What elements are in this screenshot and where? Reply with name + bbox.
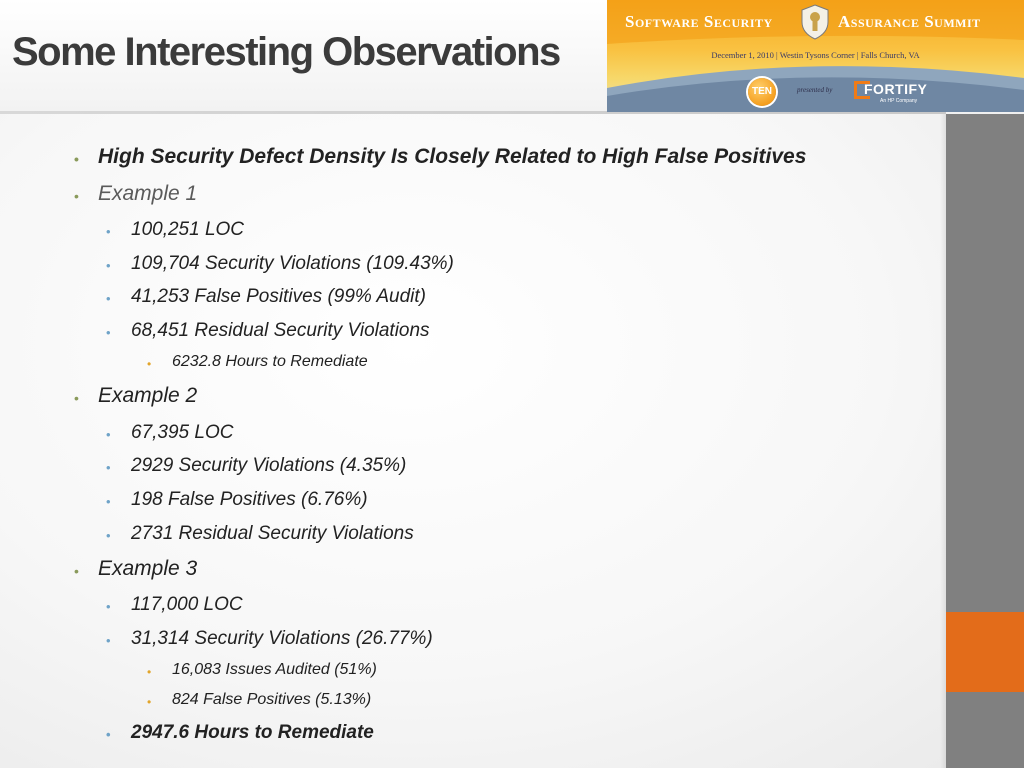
banner-title-left: Software Security — [625, 12, 773, 31]
bullet-icon: • — [74, 563, 79, 579]
bullet-icon: • — [106, 599, 111, 614]
bullet-icon: • — [147, 665, 152, 679]
bullet-icon: • — [74, 390, 79, 406]
bullet-icon: • — [106, 633, 111, 648]
list-item: • 68,451 Residual Security Violations — [131, 320, 430, 342]
banner-subtitle: December 1, 2010 | Westin Tysons Corner | Falls Church, VA — [711, 50, 920, 60]
fortify-tagline: An HP Company — [880, 98, 918, 104]
bullet-icon: • — [106, 727, 111, 742]
list-item: • 100,251 LOC — [131, 219, 244, 241]
side-orange-accent — [946, 612, 1024, 692]
list-item: • 2947.6 Hours to Remediate — [131, 722, 374, 744]
list-item: • 109,704 Security Violations (109.43%) — [131, 253, 454, 275]
list-item: • High Security Defect Density Is Closely Related to High False Positives — [98, 145, 806, 169]
list-item: • Example 1 — [98, 182, 197, 206]
list-item: • Example 2 — [98, 384, 197, 408]
list-item: • 2731 Residual Security Violations — [131, 523, 414, 545]
keyhole-icon — [800, 4, 830, 40]
bullet-icon: • — [147, 357, 152, 371]
banner-title-right: Assurance Summit — [838, 12, 981, 31]
fortify-logo — [854, 78, 934, 106]
list-item: • 67,395 LOC — [131, 422, 233, 444]
list-item: • Example 3 — [98, 557, 197, 581]
bullet-icon: • — [147, 695, 152, 709]
list-item: • 117,000 LOC — [131, 594, 243, 616]
fortify-wordmark: FORTIFY — [864, 81, 928, 97]
bullet-icon: • — [106, 528, 111, 543]
summit-banner — [607, 0, 1024, 112]
bullet-icon: • — [106, 325, 111, 340]
slide-title: Some Interesting Observations — [12, 30, 560, 74]
list-item: • 16,083 Issues Audited (51%) — [172, 661, 377, 679]
list-item: • 2929 Security Violations (4.35%) — [131, 455, 406, 477]
bullet-icon: • — [74, 151, 79, 167]
bullet-icon: • — [106, 460, 111, 475]
bullet-icon: • — [106, 494, 111, 509]
bullet-icon: • — [106, 224, 111, 239]
list-item: • 824 False Positives (5.13%) — [172, 691, 371, 709]
bullet-icon: • — [106, 427, 111, 442]
list-item: • 41,253 False Positives (99% Audit) — [131, 286, 426, 308]
bullet-icon: • — [106, 291, 111, 306]
presented-by-label: presented by — [797, 86, 833, 94]
list-item: • 31,314 Security Violations (26.77%) — [131, 628, 433, 650]
ten-logo: TEN — [748, 78, 776, 106]
bullet-icon: • — [74, 188, 79, 204]
bullet-icon: • — [106, 258, 111, 273]
list-item: • 6232.8 Hours to Remediate — [172, 353, 368, 371]
list-item: • 198 False Positives (6.76%) — [131, 489, 368, 511]
